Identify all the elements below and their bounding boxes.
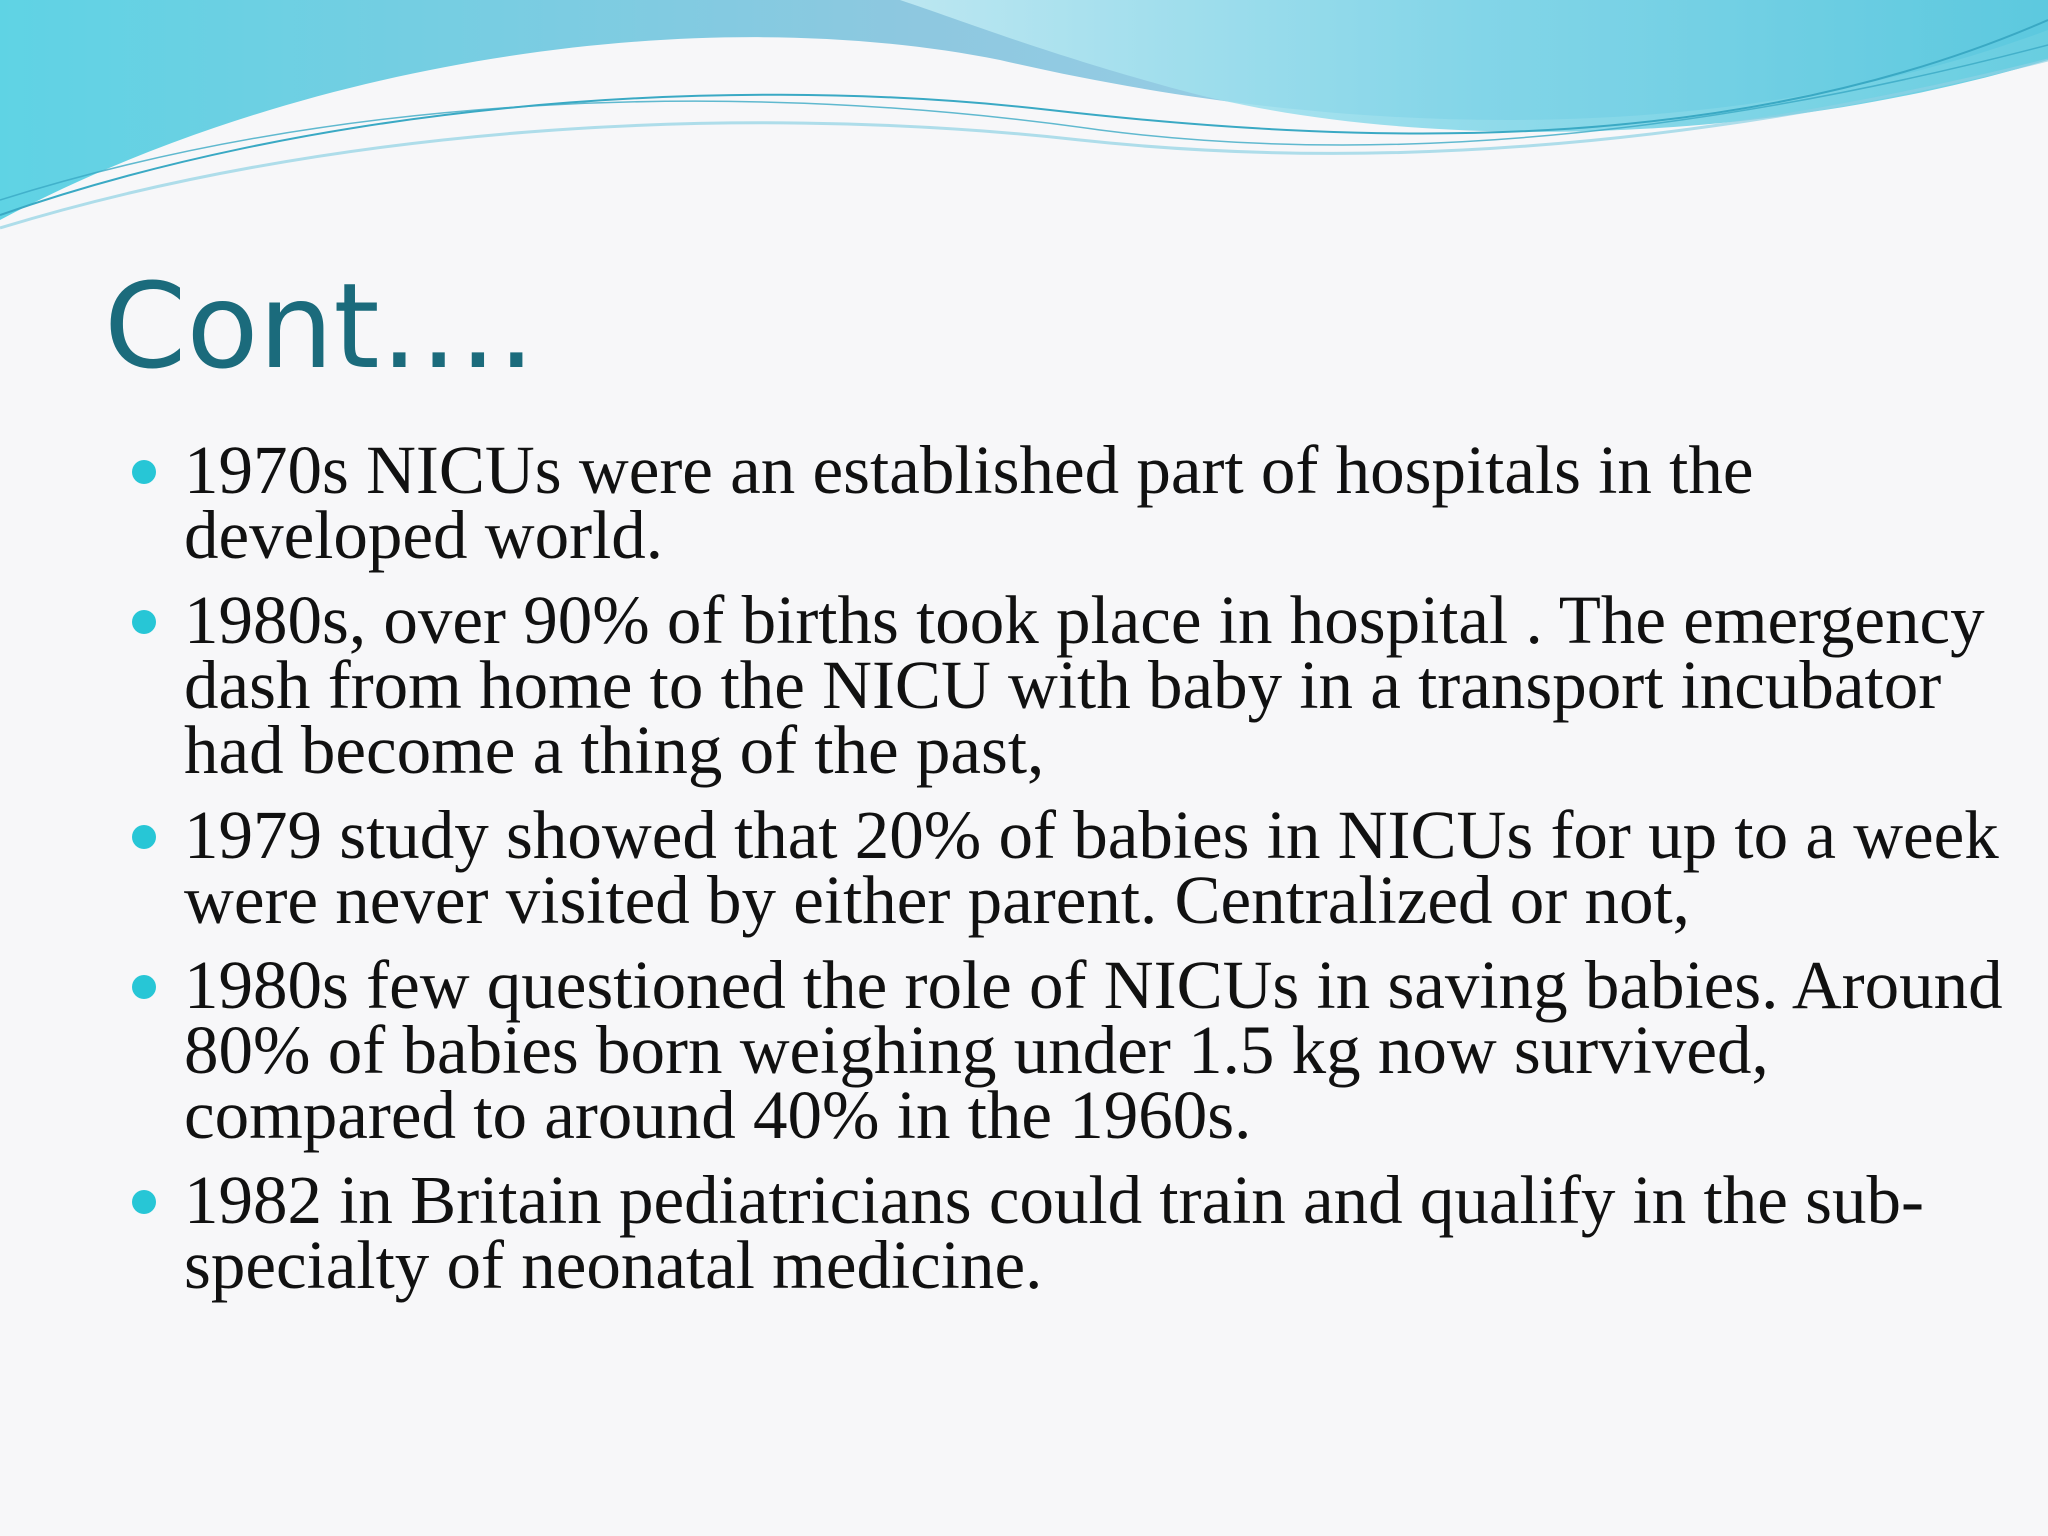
slide-title: Cont…. <box>104 257 536 395</box>
bullet-dot-icon <box>132 610 156 634</box>
bullet-text: 1980s few questioned the role of NICUs in saving babies. Around 80% of babies born weighing under 1.5 kg now survived, compared to around 40% in the 1960s. <box>184 947 2003 1153</box>
bullet-dot-icon <box>132 1190 156 1214</box>
bullet-dot-icon <box>132 460 156 484</box>
bullet-dot-icon <box>132 975 156 999</box>
bullet-item <box>184 797 2014 938</box>
bullet-item <box>184 432 2014 573</box>
bullet-text: 1979 study showed that 20% of babies in NICUs for up to a week were never visited by either parent. Centralized or not, <box>184 797 1999 938</box>
bullet-text: 1980s, over 90% of births took place in hospital . The emergency dash from home to the NICU with baby in a transport incubator had become a thing of the past, <box>184 582 1985 788</box>
bullet-item <box>184 947 2014 1153</box>
bullet-dot-icon <box>132 825 156 849</box>
bullet-item <box>184 1162 2014 1303</box>
bullet-item <box>184 582 2014 788</box>
bullet-text: 1982 in Britain pediatricians could train and qualify in the sub-specialty of neonatal medicine. <box>184 1162 1924 1303</box>
header-wave-decoration <box>0 0 2048 240</box>
bullet-text: 1970s NICUs were an established part of hospitals in the developed world. <box>184 432 1754 573</box>
bullet-list <box>184 432 2014 1318</box>
